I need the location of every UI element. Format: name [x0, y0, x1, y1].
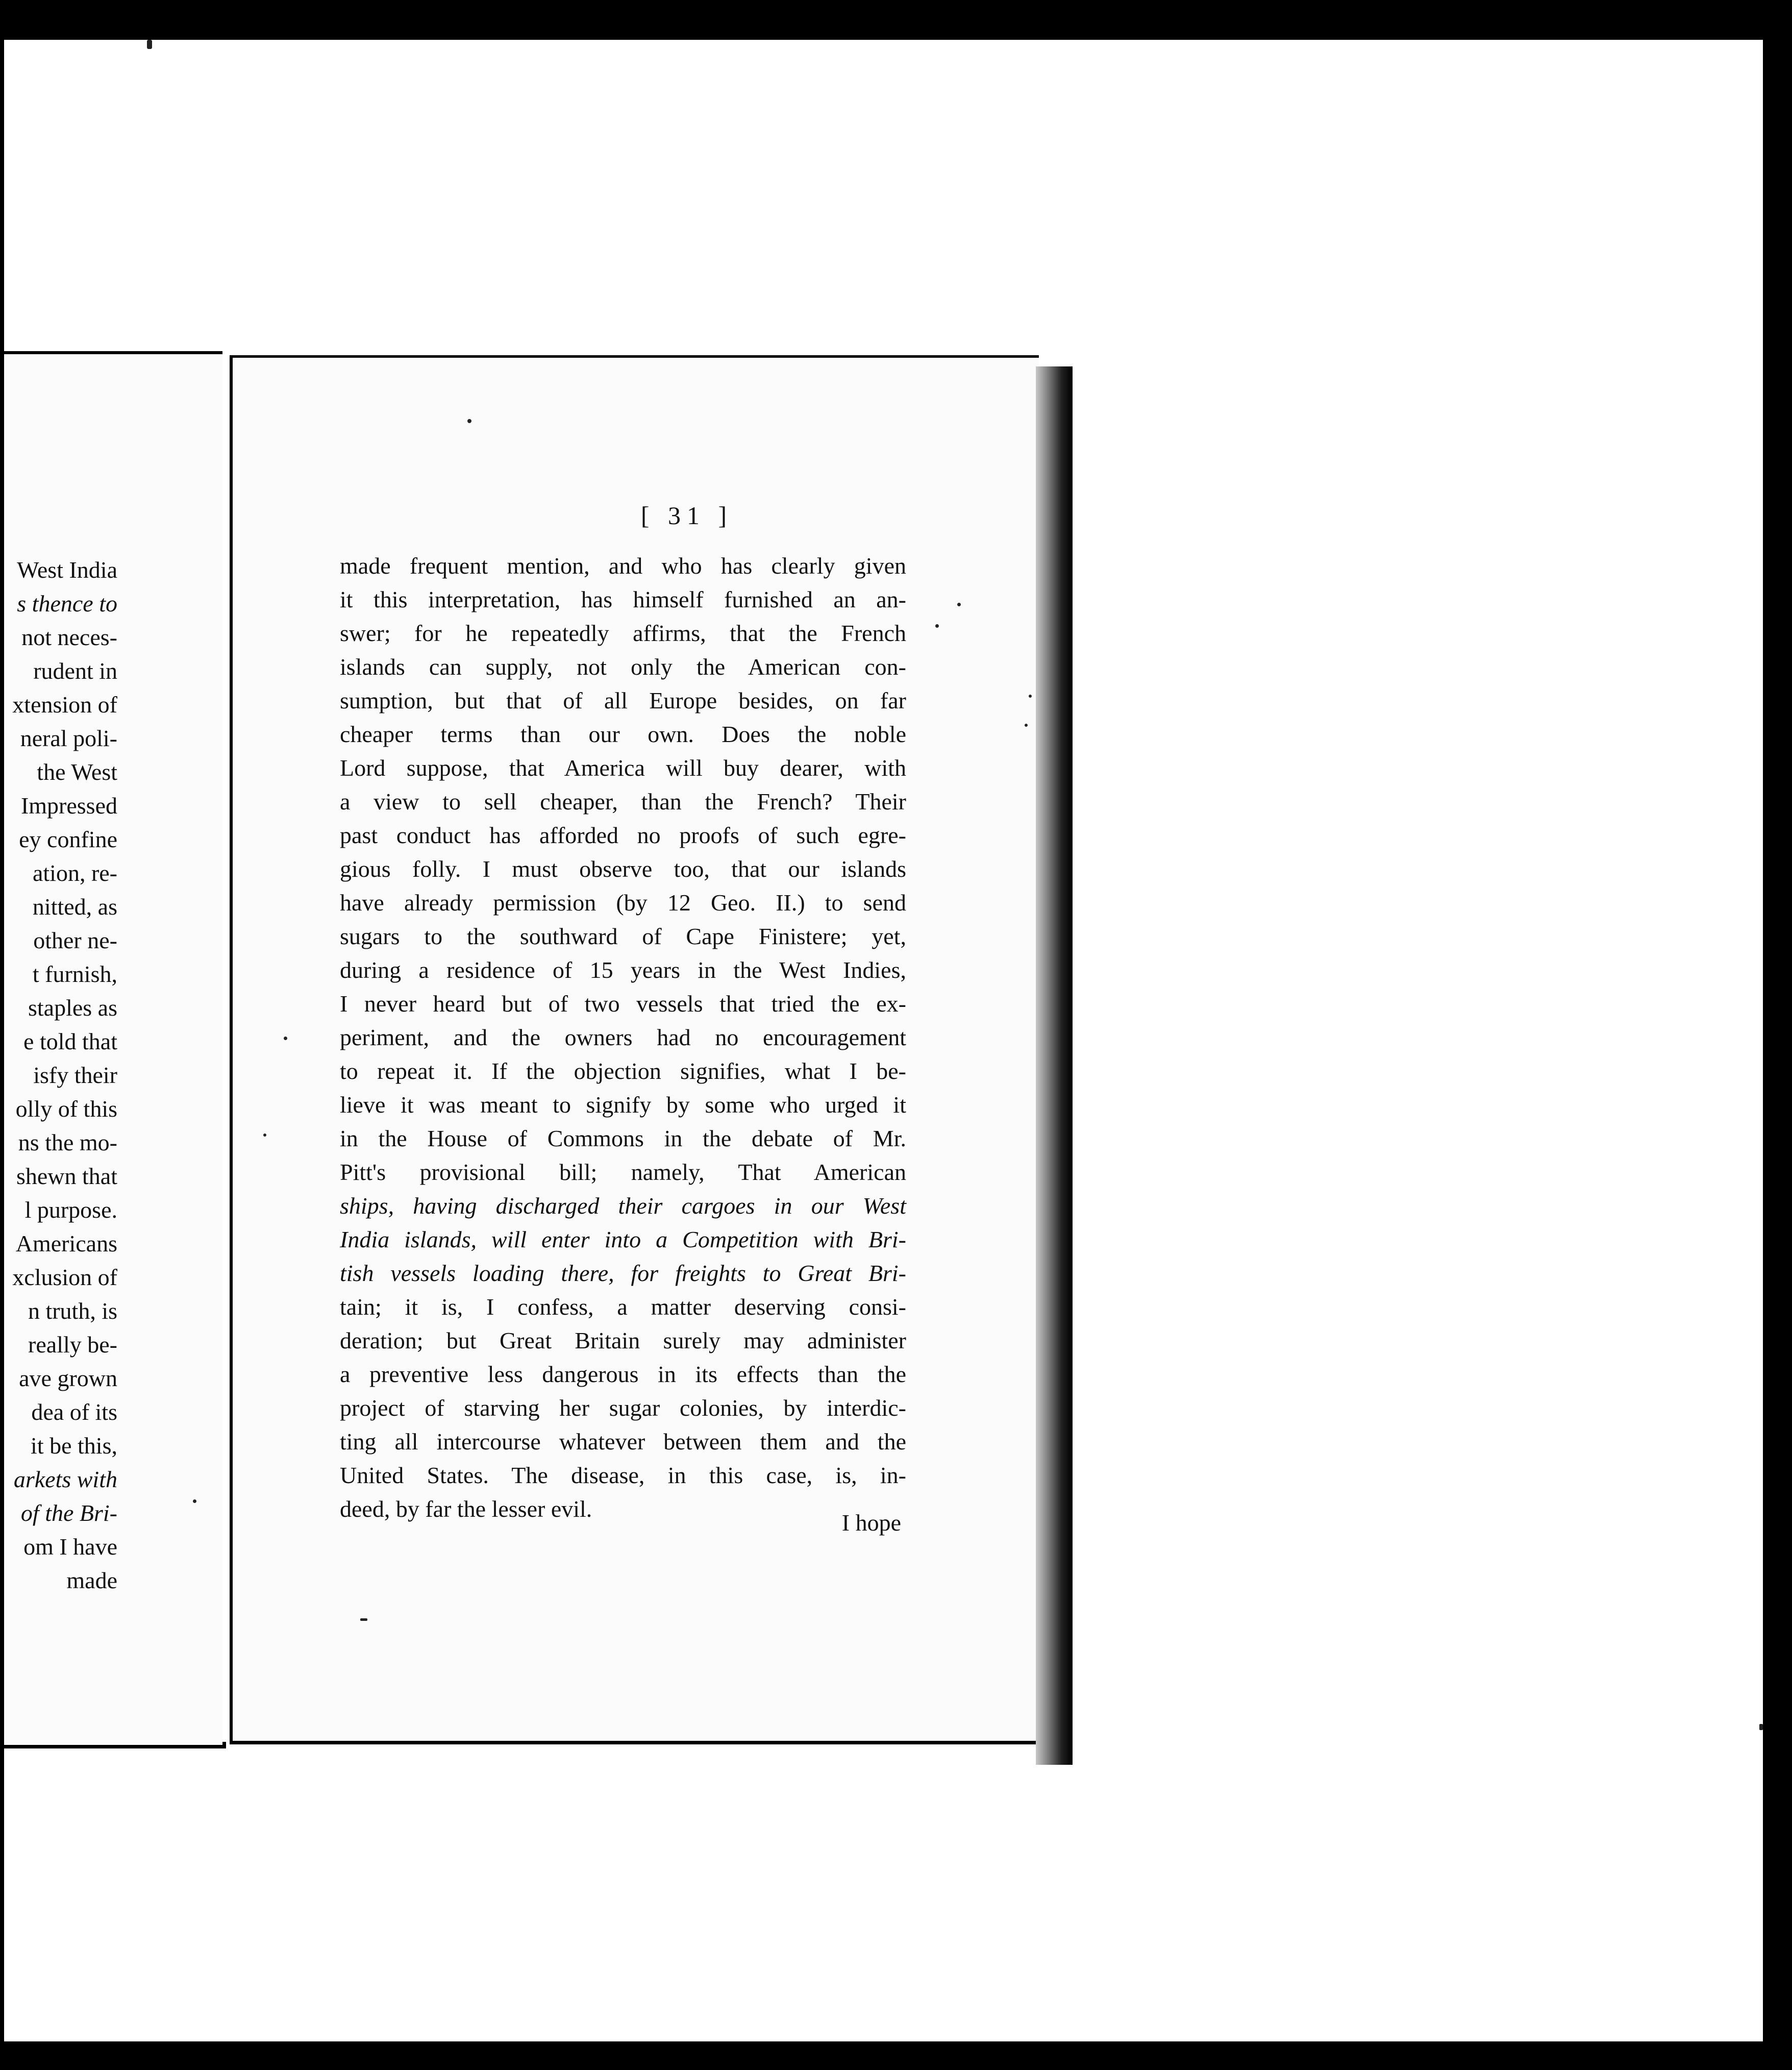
- text-line: ships, having discharged their cargoes in our West: [340, 1193, 906, 1219]
- text-line: tish vessels loading there, for freights to Great Bri-: [340, 1260, 906, 1286]
- left-line: it be this,: [31, 1433, 117, 1459]
- left-page: [4, 351, 226, 1748]
- book-gutter: [222, 351, 230, 1742]
- text-line: India islands, will enter into a Competition with Bri-: [340, 1226, 906, 1252]
- left-line: other ne-: [33, 927, 117, 953]
- left-line: xtension of: [12, 692, 117, 718]
- left-line: of the Bri-: [20, 1500, 117, 1526]
- text-line: lieve it was meant to signify by some who urged it: [340, 1092, 906, 1118]
- book-page-edge: [1036, 366, 1073, 1765]
- left-line: ey confine: [19, 826, 117, 852]
- text-line: have already permission (by 12 Geo. II.) to send: [340, 890, 906, 916]
- page-body-text: [340, 549, 906, 1526]
- scanner-frame-bottom: [0, 2041, 1792, 2070]
- scan-area: [4, 40, 1763, 2041]
- ink-speck: [193, 1499, 196, 1503]
- left-line: rudent in: [33, 658, 117, 684]
- text-line: sugars to the southward of Cape Finistere; yet,: [340, 923, 906, 949]
- left-page-text: [4, 553, 117, 1597]
- left-line: t furnish,: [32, 961, 117, 987]
- ink-speck: [1025, 724, 1028, 727]
- text-line: in the House of Commons in the debate of Mr.: [340, 1125, 906, 1151]
- ink-speck: [284, 1037, 287, 1040]
- page-number-header: [ 31 ]: [640, 501, 733, 530]
- left-line: made: [66, 1567, 117, 1593]
- text-line: cheaper terms than our own. Does the noble: [340, 721, 906, 747]
- ink-speck: [957, 603, 961, 606]
- text-line: a view to sell cheaper, than the French? Their: [340, 788, 906, 815]
- text-line: project of starving her sugar colonies, by interdic-: [340, 1395, 906, 1421]
- text-line: a preventive less dangerous in its effects than the: [340, 1361, 906, 1387]
- text-line: deration; but Great Britain surely may administer: [340, 1327, 906, 1353]
- left-line: not neces-: [21, 624, 117, 650]
- left-line: the West: [37, 759, 117, 785]
- ink-speck: [360, 1618, 367, 1621]
- text-line: swer; for he repeatedly affirms, that the French: [340, 620, 906, 646]
- left-line: om I have: [23, 1534, 117, 1560]
- scanner-frame-left: [0, 0, 4, 2070]
- left-line: staples as: [28, 995, 117, 1021]
- left-line: l purpose.: [24, 1197, 117, 1223]
- left-line: ns the mo-: [18, 1129, 117, 1155]
- ink-speck: [1759, 1724, 1763, 1730]
- left-line: ave grown: [19, 1365, 117, 1391]
- right-page: [230, 355, 1039, 1744]
- text-line: deed, by far the lesser evil.: [340, 1496, 592, 1522]
- ink-speck: [935, 624, 939, 628]
- left-line: neral poli-: [20, 725, 117, 751]
- scanner-frame-right: [1763, 0, 1792, 2070]
- text-line: during a residence of 15 years in the West Indies,: [340, 957, 906, 983]
- text-line: tain; it is, I confess, a matter deserving consi-: [340, 1294, 906, 1320]
- text-line: gious folly. I must observe too, that our islands: [340, 856, 906, 882]
- text-line: ting all intercourse whatever between them and the: [340, 1428, 906, 1455]
- ink-speck: [1029, 695, 1032, 698]
- text-line: United States. The disease, in this case, is, in-: [340, 1462, 906, 1488]
- left-line: nitted, as: [32, 894, 117, 920]
- text-line: Lord suppose, that America will buy dearer, with: [340, 755, 906, 781]
- text-line: periment, and the owners had no encouragement: [340, 1024, 906, 1050]
- left-line: ation, re-: [32, 860, 117, 886]
- left-line: xclusion of: [12, 1264, 117, 1290]
- left-line: e told that: [23, 1028, 117, 1054]
- left-line: olly of this: [15, 1096, 117, 1122]
- scanner-frame-top: [0, 0, 1792, 40]
- ink-speck: [263, 1133, 266, 1137]
- text-line: to repeat it. If the objection signifies, what I be-: [340, 1058, 906, 1084]
- left-line: n truth, is: [28, 1298, 117, 1324]
- left-line: West India: [17, 557, 117, 583]
- left-line: dea of its: [31, 1399, 117, 1425]
- text-line: I never heard but of two vessels that tried the ex-: [340, 991, 906, 1017]
- text-line: Pitt's provisional bill; namely, That American: [340, 1159, 906, 1185]
- left-line: Americans: [15, 1230, 117, 1256]
- text-line: it this interpretation, has himself furnished an an-: [340, 586, 906, 612]
- text-line: made frequent mention, and who has clearly given: [340, 553, 906, 579]
- left-line: s thence to: [17, 590, 117, 617]
- ink-speck: [147, 40, 152, 49]
- text-line: past conduct has afforded no proofs of such egre-: [340, 822, 906, 848]
- text-line: sumption, but that of all Europe besides, on far: [340, 687, 906, 713]
- left-line: Impressed: [20, 793, 117, 819]
- text-line: islands can supply, not only the American con-: [340, 654, 906, 680]
- left-line: arkets with: [13, 1466, 117, 1492]
- left-line: really be-: [28, 1332, 117, 1358]
- catchword: I hope: [841, 1510, 901, 1536]
- left-line: isfy their: [33, 1062, 117, 1088]
- ink-speck: [467, 419, 471, 423]
- left-line: shewn that: [16, 1163, 117, 1189]
